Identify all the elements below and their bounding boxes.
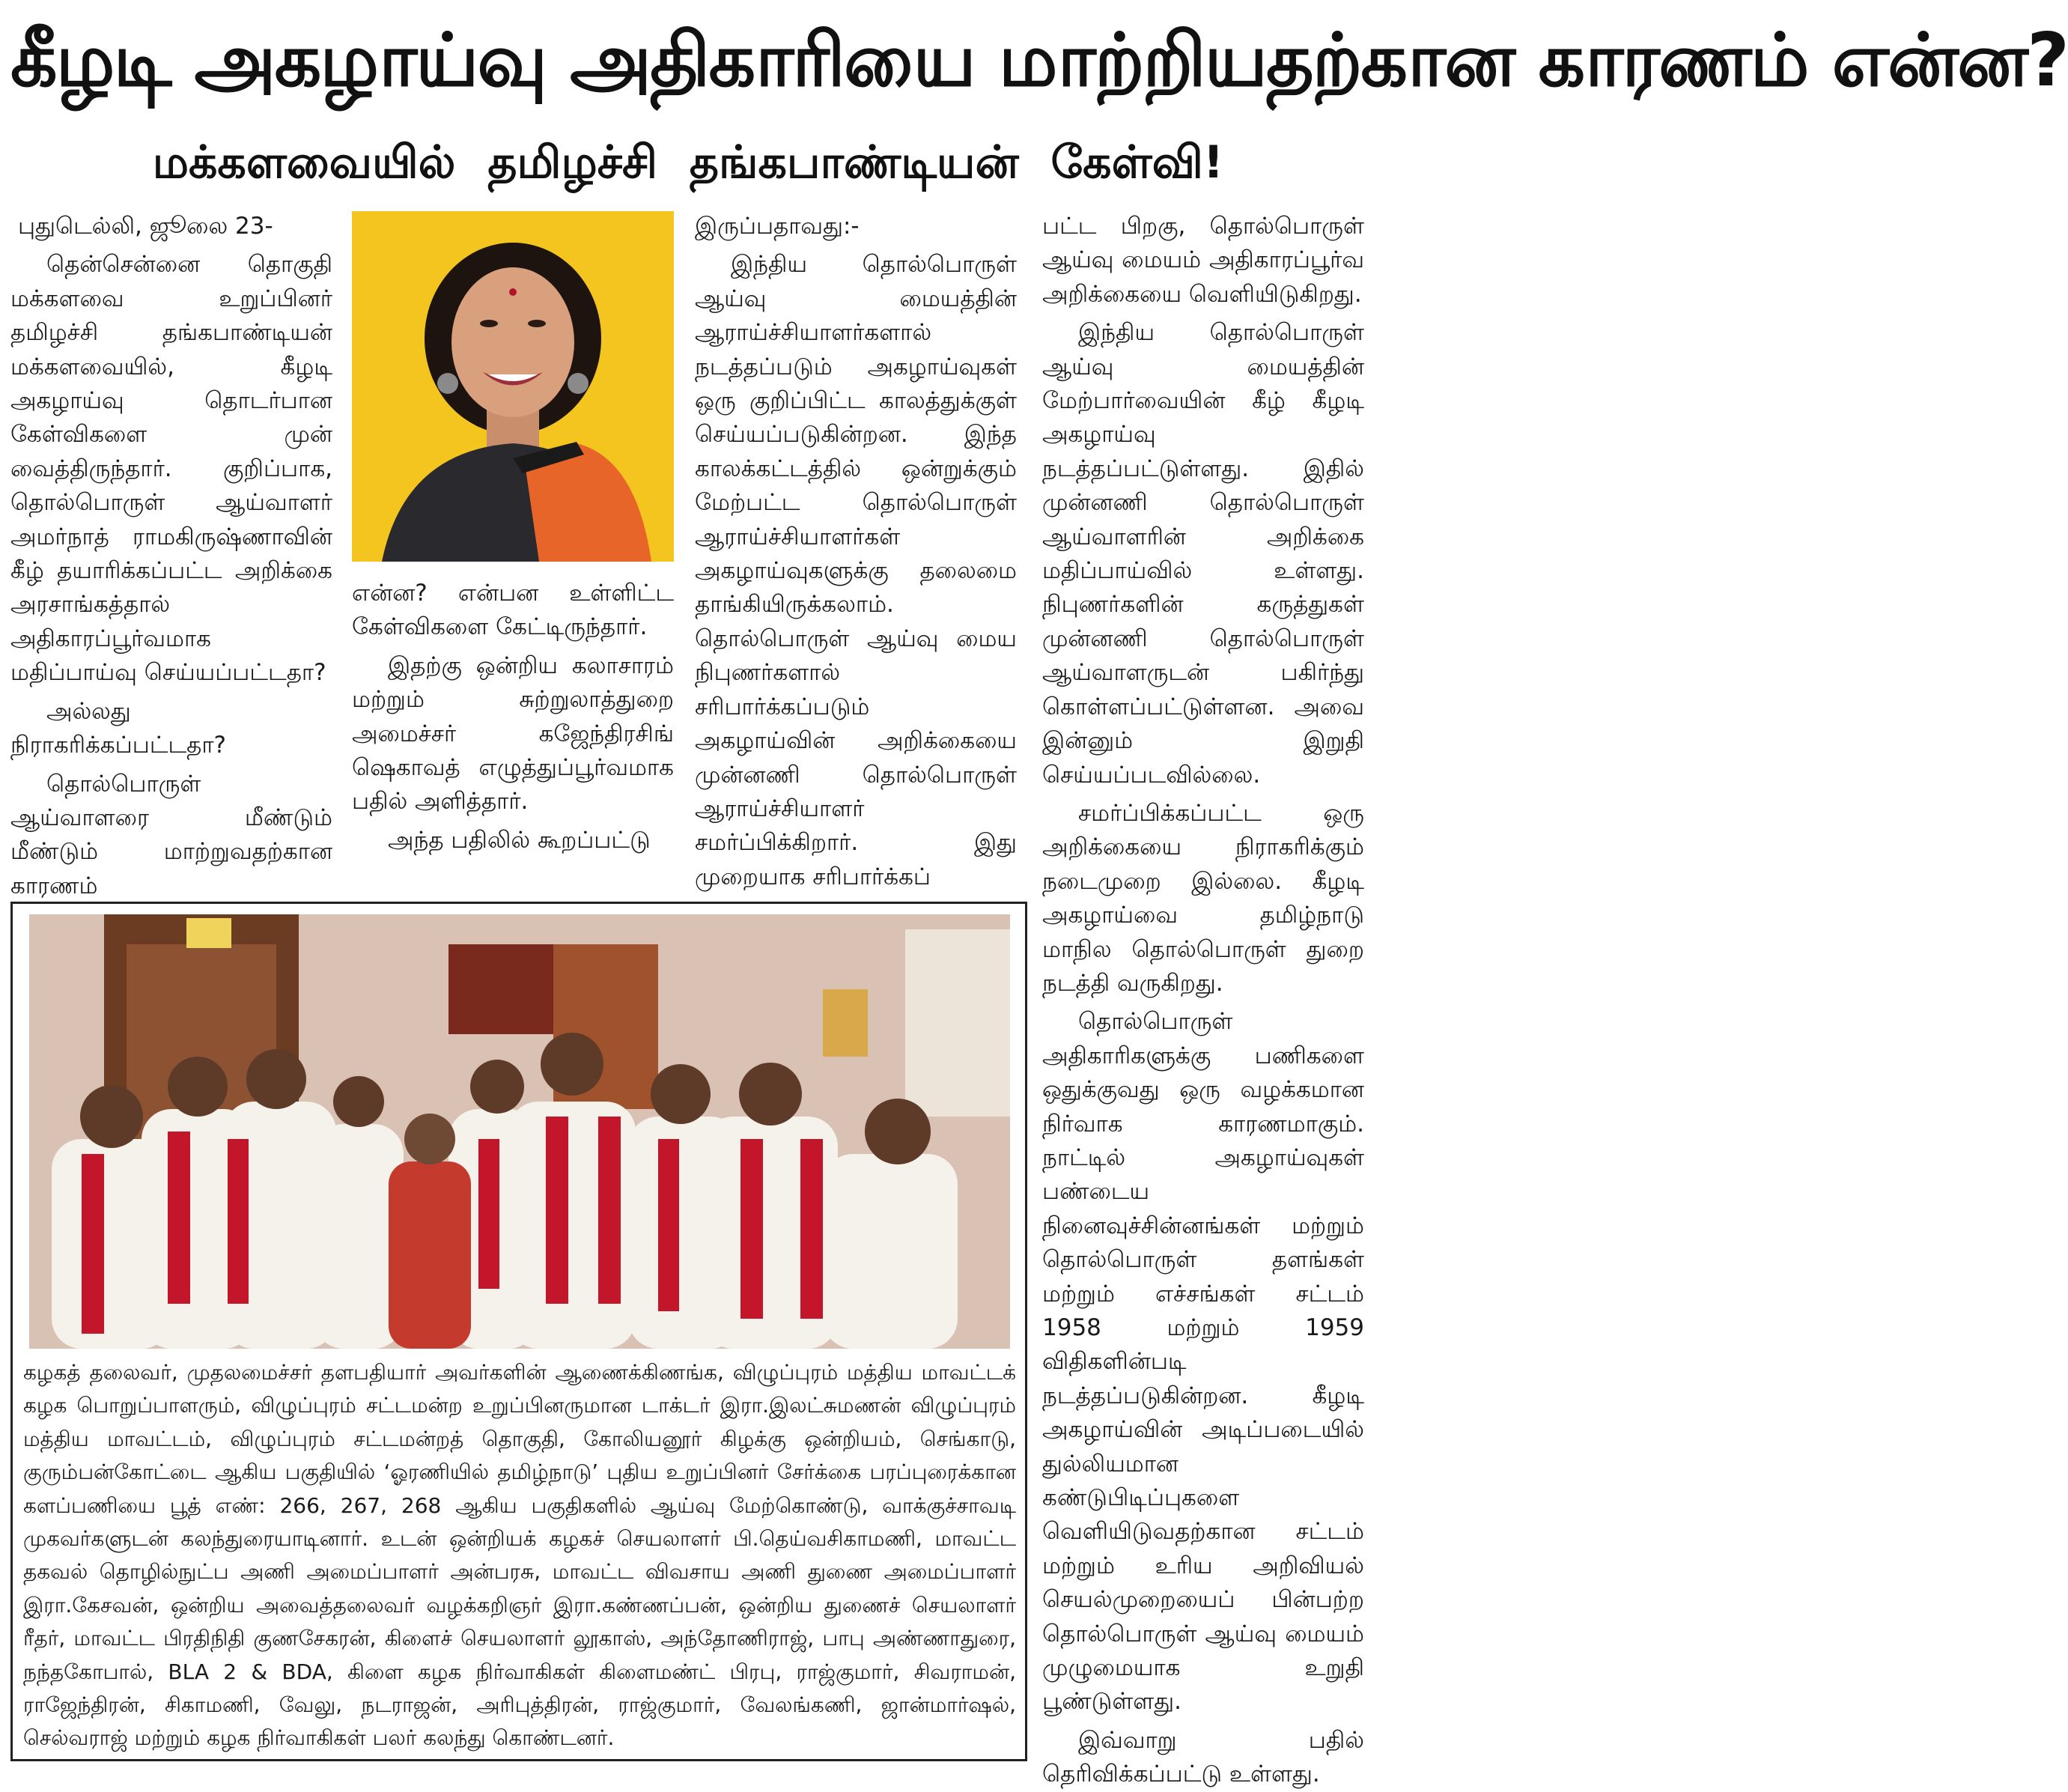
photo-caption: கழகத் தலைவர், முதலமைச்சர் தளபதியார் அவர்களின் ஆணைக்கிணங்க, விழுப்புரம் மத்திய மாவட்டக் கழக பொறுப்பாளரும், விழுப்புரம் சட்டமன்ற உறுப்பினருமான டாக்டர் இரா.இலட்சுமணன் விழுப்புரம் மத்திய மாவட்டம், விழுப்புரம் சட்டமன்றத் தொகுதி, கோலியனூர் கிழக்கு ஒன்றியம், செங்காடு, குரும்பன்கோட்டை ஆகிய பகுதியில் ‘ஓரணியில் தமிழ்நாடு’ புதிய உறுப்பினர் சேர்க்கை பரப்புரைக்கான களப்பணியை பூத் எண்: 266, 267, 268 ஆகிய பகுதிகளில் ஆய்வு மேற்கொண்டு, வாக்குச்சாவடி முகவர்களுடன் கலந்துரையாடினார். உடன் ஒன்றியக் கழகச் செயலாளர் பி.தெய்வசிகாமணி, மாவட்ட தகவல் தொழில்நுட்ப அணி அமைப்பாளர் அன்பரசு, மாவட்ட விவசாய அணி துணை அமைப்பாளர் இரா.கேசவன், ஒன்றிய அவைத்தலைவர் வழக்கறிஞர் இரா.கண்ணப்பன், ஒன்றிய துணைச் செயலாளர் ரீதர், மாவட்ட பிரதிநிதி குணசேகரன், கிளைச் செயலாளர் லூகாஸ், அந்தோணிராஜ், பாபு அண்ணாதுரை, நந்தகோபால், BLA 2 & BDA, கிளை கழக நிர்வாகிகள் கிளைமண்ட் பிரபு, ராஜ்குமார், சிவராமன், ராஜேந்திரன், சிகாமணி, வேலு, நடராஜன், அரிபுத்திரன், ராஜ்குமார், வேலங்கணி, ஜான்மார்ஷல், செல்வராஜ் மற்றும் கழக நிர்வாகிகள் பலர் கலந்து கொண்டனர். bbox=[23, 1360, 1016, 1751]
article-paragraph: இருப்பதாவது:- bbox=[695, 213, 860, 240]
article-paragraph: இதற்கு ஒன்றிய கலாசாரம் மற்றும் சுற்றுலாத்துறை அமைச்சர் கஜேந்திரசிங் ஷெகாவத் எழுத்துப்பூர்வமாக பதில் அளித்தார். bbox=[352, 652, 674, 815]
article-paragraph: பட்ட பிறகு, தொல்பொருள் ஆய்வு மையம் அதிகாரப்பூர்வ அறிக்கையை வெளியிடுகிறது. bbox=[1042, 213, 1364, 308]
photo-news-box bbox=[10, 902, 1027, 1761]
article-paragraph: அல்லது நிராகரிக்கப்பட்டதா? bbox=[10, 697, 227, 759]
article-paragraph: இந்திய தொல்பொருள் ஆய்வு மையத்தின் ஆராய்ச்சியாளர்களால் நடத்தப்படும் அகழாய்வுகள் ஒரு குறிப்பிட்ட காலத்துக்குள் செய்யப்படுகின்றன. இந்த காலக்கட்டத்தில் ஒன்றுக்கும் மேற்பட்ட தொல்பொருள் ஆராய்ச்சியாளர்கள் அகழாய்வுகளுக்கு தலைமை தாங்கியிருக்கலாம். தொல்பொருள் ஆய்வு மைய நிபுணர்களால் சரிபார்க்கப்படும் அகழாய்வின் அறிக்கையை முன்னணி தொல்பொருள் ஆராய்ச்சியாளர் சமர்ப்பிக்கிறார். இது முறையாக சரிபார்க்கப் bbox=[695, 251, 1017, 890]
headline: கீழடி அகழாய்வு அதிகாரியை மாற்றியதற்கான காரணம் என்ன? bbox=[10, 18, 2068, 103]
article-column-1 bbox=[10, 210, 332, 906]
article-column-4 bbox=[1042, 210, 1364, 1788]
article-paragraph: இந்திய தொல்பொருள் ஆய்வு மையத்தின் மேற்பார்வையின் கீழ் கீழடி அகழாய்வு நடத்தப்பட்டுள்ளது. இதில் முன்னணி தொல்பொருள் ஆய்வாளரின் அறிக்கை மதிப்பாய்வில் உள்ளது. நிபுணர்களின் கருத்துகள் முன்னணி தொல்பொருள் ஆய்வாளருடன் பகிர்ந்து கொள்ளப்பட்டுள்ளன. அவை இன்னும் இறுதி செய்யப்படவில்லை. bbox=[1042, 319, 1364, 789]
portrait-photo bbox=[352, 211, 674, 562]
article-paragraph: தொல்பொருள் ஆய்வாளரை மீண்டும் மீண்டும் மாற்றுவதற்கான காரணம் bbox=[10, 770, 332, 899]
article-paragraph: அந்த பதிலில் கூறப்பட்டு bbox=[388, 826, 651, 854]
article-column-3 bbox=[695, 210, 1017, 906]
subheadline: மக்களவையில் தமிழச்சி தங்கபாண்டியன் கேள்வி! bbox=[152, 136, 1224, 189]
article-paragraph: தென்சென்னை தொகுதி மக்களவை உறுப்பினர் தமிழச்சி தங்கபாண்டியன் மக்களவையில், கீழடி அகழாய்வு தொடர்பான கேள்விகளை முன் வைத்திருந்தார். குறிப்பாக, தொல்பொருள் ஆய்வாளர் அமர்நாத் ராமகிருஷ்ணாவின் கீழ் தயாரிக்கப்பட்ட அறிக்கை அரசாங்கத்தால் அதிகாரப்பூர்வமாக மதிப்பாய்வு செய்யப்பட்டதா? bbox=[10, 251, 332, 687]
article-paragraph: தொல்பொருள் அதிகாரிகளுக்கு பணிகளை ஒதுக்குவது ஒரு வழக்கமான நிர்வாக காரணமாகும். நாட்டில் அகழாய்வுகள் பண்டைய நினைவுச்சின்னங்கள் மற்றும் தொல்பொருள் தளங்கள் மற்றும் எச்சங்கள் சட்டம் 1958 மற்றும் 1959 விதிகளின்படி நடத்தப்படுகின்றன. கீழடி அகழாய்வின் அடிப்படையில் துல்லியமான கண்டுபிடிப்புகளை வெளியிடுவதற்கான சட்டம் மற்றும் உரிய அறிவியல் செயல்முறையைப் பின்பற்ற தொல்பொருள் ஆய்வு மையம் முழுமையாக உறுதி பூண்டுள்ளது. bbox=[1042, 1008, 1364, 1716]
group-photo bbox=[29, 914, 1010, 1349]
dateline: புதுடெல்லி, ஜூலை 23- bbox=[18, 213, 273, 240]
article-paragraph: இவ்வாறு பதில் தெரிவிக்கப்பட்டு உள்ளது. bbox=[1042, 1726, 1364, 1788]
article-paragraph: என்ன? என்பன உள்ளிட்ட கேள்விகளை கேட்டிருந்தார். bbox=[352, 580, 674, 641]
article-paragraph: சமர்ப்பிக்கப்பட்ட ஒரு அறிக்கையை நிராகரிக்கும் நடைமுறை இல்லை. கீழடி அகழாய்வை தமிழ்நாடு மாநில தொல்பொருள் துறை நடத்தி வருகிறது. bbox=[1042, 799, 1364, 997]
article-column-2 bbox=[352, 577, 674, 906]
